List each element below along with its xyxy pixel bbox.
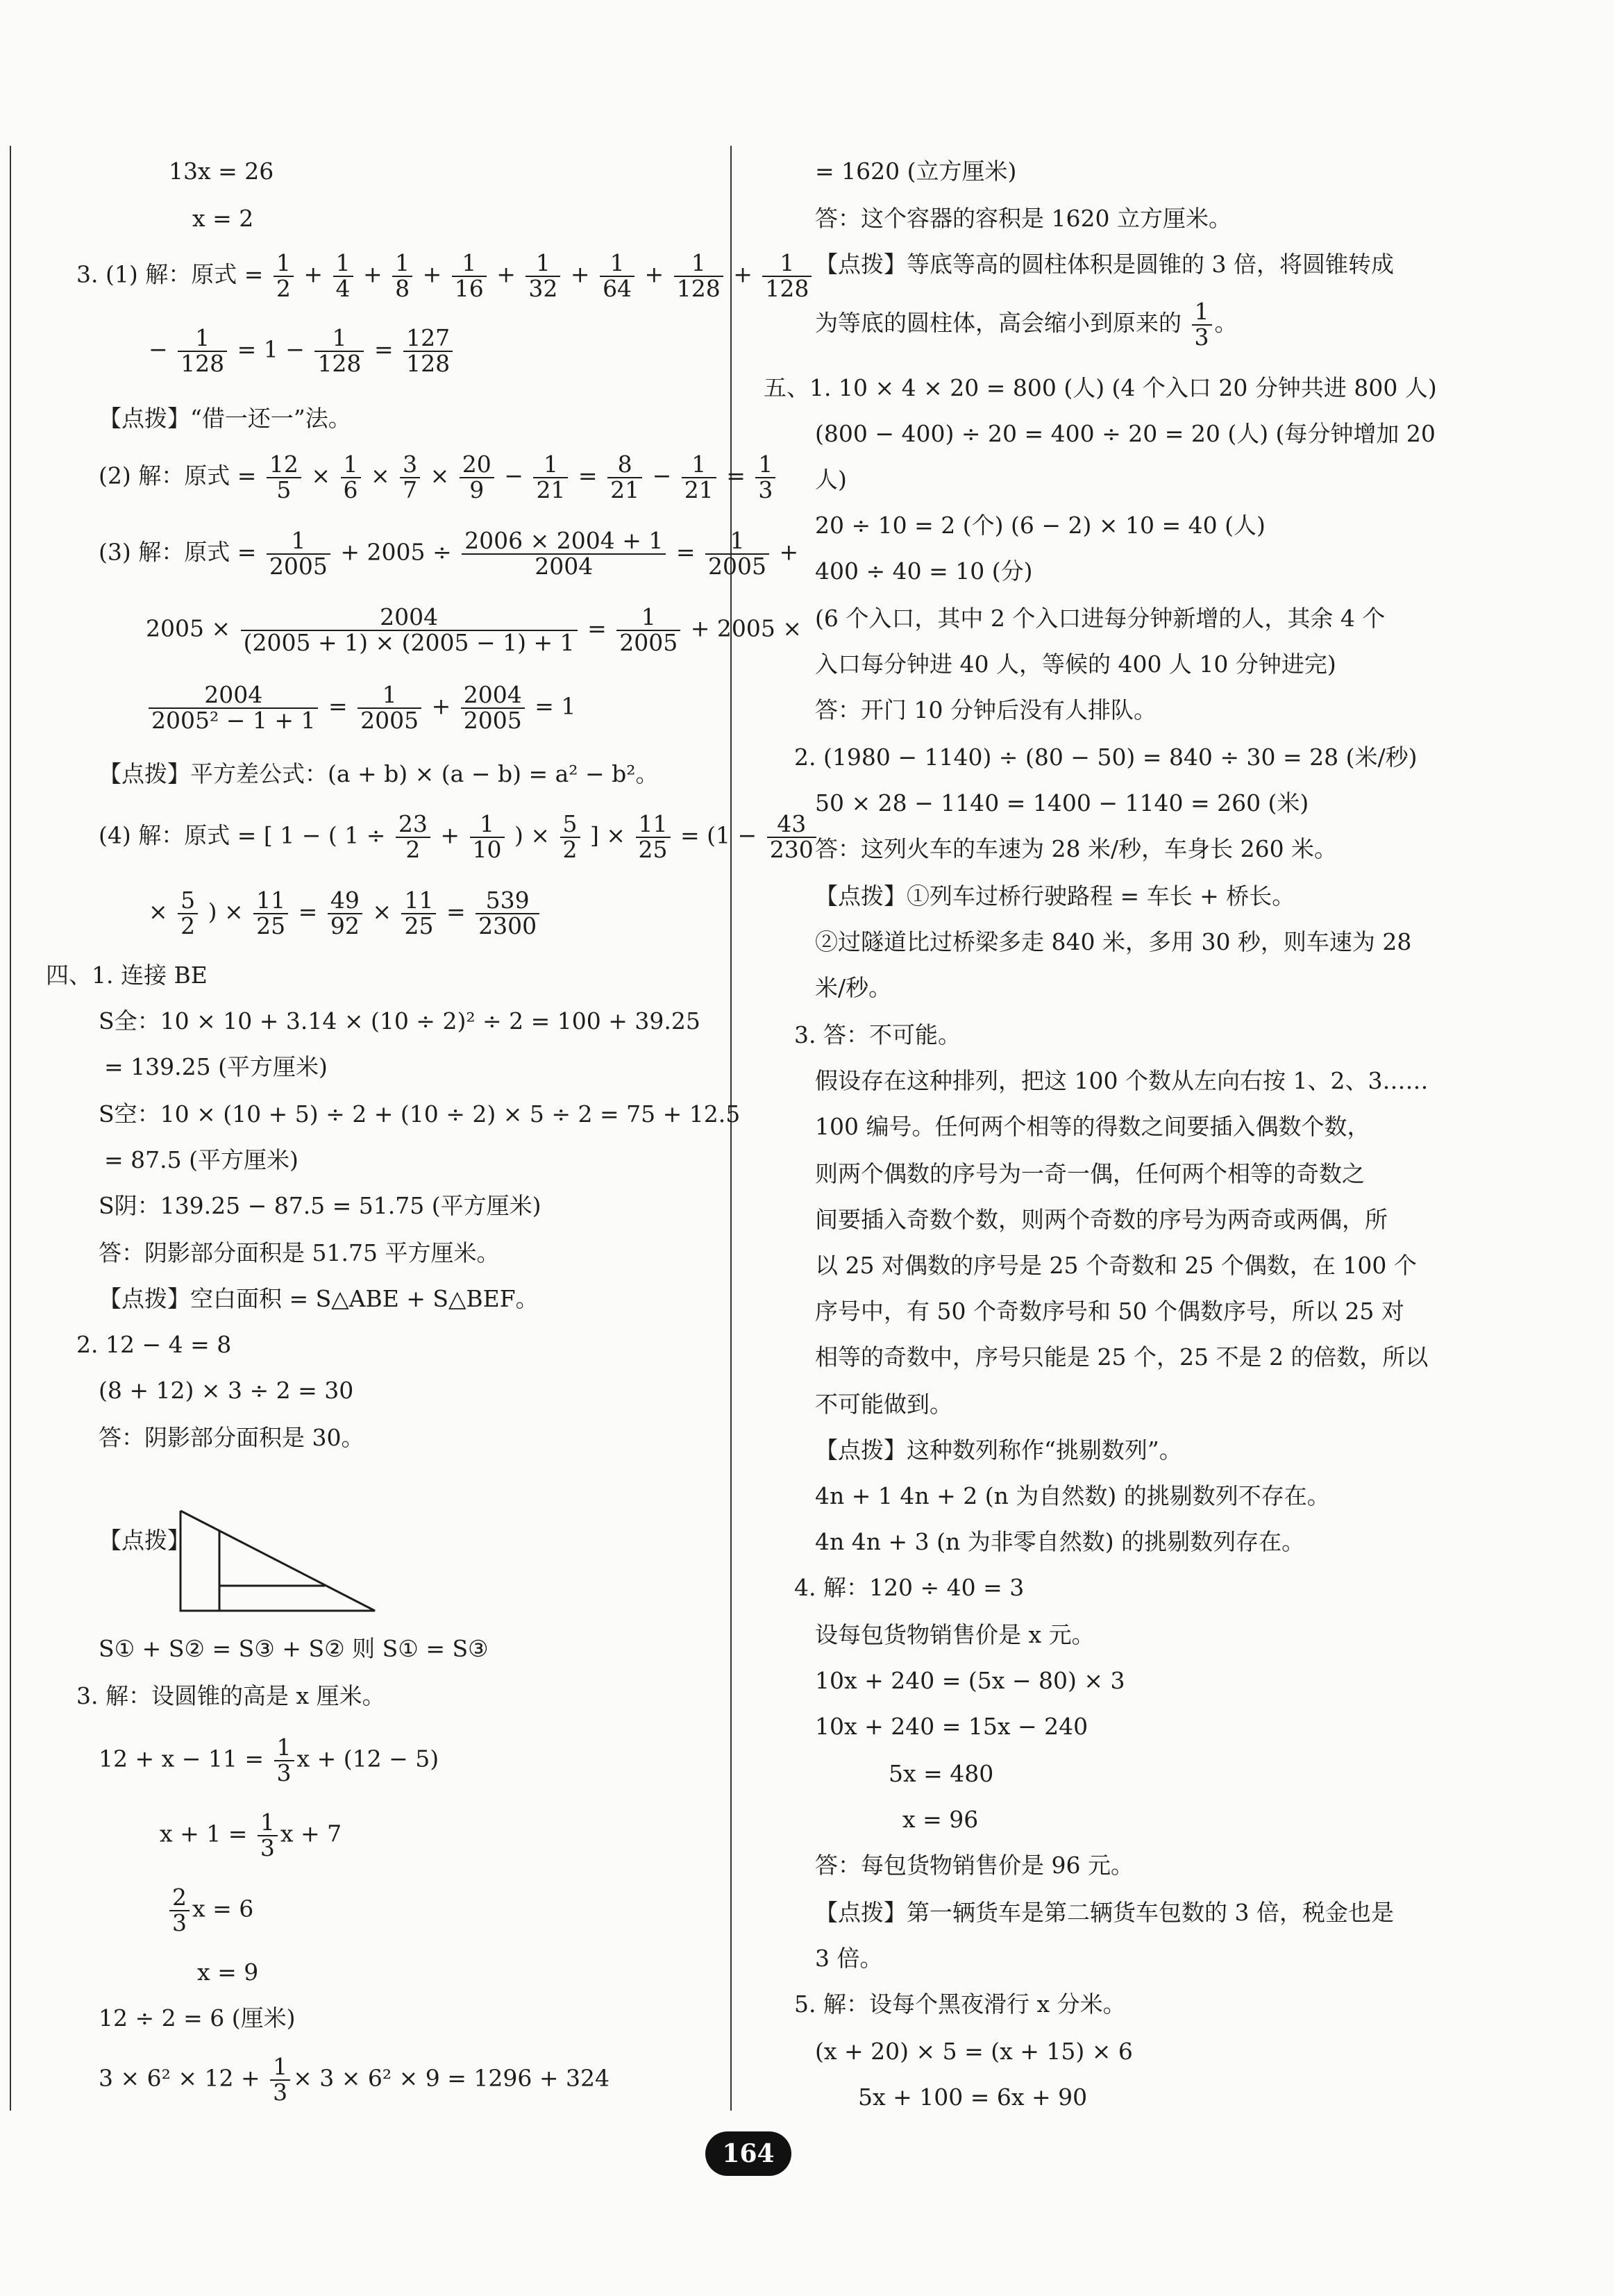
- eq-line: = 1620 (立方厘米): [815, 158, 1017, 185]
- fraction: $\frac{1}{128}$: [762, 251, 812, 301]
- problem-line: 3. 答：不可能。: [794, 1021, 961, 1048]
- eq-line: 5x = 480: [889, 1760, 994, 1787]
- hint-line: 为等底的圆柱体，高会缩小到原来的 $\frac{1}{3}$ 。: [815, 298, 1238, 351]
- eq-line: S阴：139.25 − 87.5 = 51.75 (平方厘米): [99, 1192, 541, 1219]
- fraction: $\frac{1}{64}$: [600, 251, 634, 301]
- fraction: $\frac{2004}{(2005 + 1) \times (2005 - 1) + 1}$: [241, 605, 578, 655]
- eq-line: 50 × 28 − 1140 = 1400 − 1140 = 260 (米): [815, 789, 1309, 816]
- fraction: $\frac{5}{2}$: [560, 812, 580, 862]
- problem-line: 5. 解：设每个黑夜滑行 x 分米。: [794, 1991, 1126, 2018]
- problem-3-4: (4) 解：原式 = [ 1 − ( 1 ÷ $\frac{23}{2}$ + $\frac{1}{10}$ ) × $\frac{5}{2}$ ] × $\frac{11}{25}$ = (1 − $\frac{43}{230}$: [99, 812, 819, 862]
- fraction: $\frac{1}{10}$: [470, 812, 505, 862]
- text-line: 4n + 1 4n + 2 (n 为自然数) 的挑剔数列不存在。: [815, 1482, 1330, 1509]
- eq-line: $\frac{2}{3}$ x = 6: [167, 1886, 253, 1935]
- fraction: $\frac{11}{25}$: [253, 889, 288, 938]
- hint-line: 【点拨】这种数列称作“挑剔数列”。: [815, 1436, 1182, 1464]
- text-line: 设每包货物销售价是 x 元。: [815, 1621, 1095, 1648]
- hint-line: 【点拨】第一辆货车是第二辆货车包数的 3 倍，税金也是: [815, 1899, 1394, 1926]
- fraction: $\frac{5}{2}$: [178, 889, 198, 938]
- eq-line: x + 1 = $\frac{1}{3}$ x + 7: [160, 1809, 342, 1861]
- eq-line: 3 × 6² × 12 + $\frac{1}{3}$ × 3 × 6² × 9 = 1296 + 324: [99, 2053, 610, 2106]
- outer-triangle: [180, 1511, 375, 1611]
- fraction: $\frac{1}{3}$: [258, 1811, 278, 1860]
- fraction: $\frac{1}{32}$: [526, 251, 560, 301]
- fraction: $\frac{1}{128}$: [314, 326, 364, 376]
- fraction: $\frac{43}{230}$: [767, 812, 816, 862]
- eq-line: 人): [815, 466, 847, 493]
- eq-line: = 139.25 (平方厘米): [104, 1053, 328, 1080]
- text-line: 4n 4n + 3 (n 为非零自然数) 的挑剔数列存在。: [815, 1528, 1305, 1555]
- fraction: $\frac{1}{3}$: [270, 2055, 290, 2104]
- fraction: $\frac{1}{21}$: [533, 453, 568, 502]
- fraction: $\frac{1}{2}$: [274, 251, 294, 301]
- fraction: $\frac{1}{16}$: [452, 251, 487, 301]
- hint-line: 【点拨】“借一还一”法。: [99, 405, 351, 432]
- eq-line: x = 96: [902, 1806, 979, 1833]
- eq-line: S① + S② = S③ + S② 则 S① = S③: [99, 1635, 489, 1662]
- hint-line: 【点拨】平方差公式：(a + b) × (a − b) = a² − b²。: [99, 760, 659, 787]
- eq-line: 10x + 240 = 15x − 240: [815, 1713, 1088, 1740]
- hint-line: 【点拨】①列车过桥行驶路程 = 车长 + 桥长。: [815, 882, 1295, 910]
- section-heading: 四、1. 连接 BE: [46, 962, 208, 989]
- eq-line: 400 ÷ 40 = 10 (分): [815, 558, 1033, 585]
- fraction: $\frac{2}{3}$: [169, 1886, 190, 1935]
- problem-line: 2. 12 − 4 = 8: [76, 1331, 232, 1358]
- text-line: 则两个偶数的序号为一奇一偶，任何两个相等的奇数之: [815, 1160, 1365, 1187]
- fraction: $\frac{1}{3}$: [274, 1736, 294, 1785]
- fraction: $\frac{2004}{2005}$: [461, 683, 525, 732]
- eq-line: (8 + 12) × 3 ÷ 2 = 30: [99, 1377, 354, 1404]
- hint-line: 【点拨】: [99, 1527, 190, 1554]
- text-line: 假设存在这种排列，把这 100 个数从左向右按 1、2、3……: [815, 1067, 1429, 1094]
- answer-line: 答：这个容器的容积是 1620 立方厘米。: [815, 205, 1231, 232]
- eq-line: 12 ÷ 2 = 6 (厘米): [99, 2004, 296, 2031]
- fraction: $\frac{2004}{\text{2005² − 1 + 1}}$: [149, 683, 318, 732]
- eq-line: S空：10 × (10 + 5) ÷ 2 + (10 ÷ 2) × 5 ÷ 2 = 75 + 12.5: [99, 1100, 741, 1128]
- fraction: $\frac{2006 \times 2004 + 1}{2004}$: [462, 529, 666, 578]
- left-margin-rule: [10, 146, 11, 2111]
- eq-line: (800 − 400) ÷ 20 = 400 ÷ 20 = 20 (人) (每分钟增加 20: [815, 420, 1436, 447]
- eq-line: × $\frac{5}{2}$ ) × $\frac{11}{25}$ = $\frac{49}{92}$ × $\frac{11}{25}$ = $\frac{539}{2300}$: [149, 889, 542, 938]
- fraction: $\frac{11}{25}$: [636, 812, 671, 862]
- fraction: $\frac{1}{128}$: [178, 326, 227, 376]
- fraction: $\frac{127}{128}$: [403, 326, 453, 376]
- eq-line: 12 + x − 11 = $\frac{1}{3}$ x + (12 − 5): [99, 1734, 439, 1786]
- fraction: $\frac{1}{6}$: [341, 453, 361, 502]
- fraction: $\frac{539}{2300}$: [476, 889, 539, 938]
- eq-line: 13x = 26: [169, 158, 274, 185]
- text-line: 入口每分钟进 40 人，等候的 400 人 10 分钟进完): [815, 651, 1336, 678]
- fraction: $\frac{49}{92}$: [328, 889, 362, 938]
- fraction: $\frac{1}{2005}$: [267, 529, 330, 578]
- hint-line: 米/秒。: [815, 974, 892, 1001]
- fraction: $\frac{1}{21}$: [682, 453, 716, 502]
- fraction: $\frac{1}{3}$: [1192, 300, 1212, 349]
- eq-line: 2005 × $\frac{2004}{(2005 + 1) \times (2005 - 1) + 1}$ = $\frac{1}{2005}$ + 2005 ×: [146, 603, 802, 656]
- text-line: 不可能做到。: [815, 1391, 952, 1418]
- section-heading: 五、1. 10 × 4 × 20 = 800 (人) (4 个入口 20 分钟共进 800 人): [764, 374, 1437, 401]
- hint-line: 【点拨】空白面积 = S△ABE + S△BEF。: [99, 1285, 539, 1312]
- prefix: 3. (1) 解：原式 =: [76, 260, 264, 288]
- eq-line: $\frac{2004}{\text{2005² − 1 + 1}}$ = $\frac{1}{2005}$ + $\frac{2004}{2005}$ = 1: [146, 683, 575, 732]
- fraction: $\frac{1}{2005}$: [616, 605, 680, 655]
- fraction: $\frac{1}{3}$: [755, 453, 775, 502]
- text-line: 相等的奇数中，序号只能是 25 个，25 不是 2 的倍数，所以: [815, 1343, 1429, 1371]
- text-line: 100 编号。任何两个相等的得数之间要插入偶数个数，: [815, 1113, 1370, 1140]
- problem-line: 2. (1980 − 1140) ÷ (80 − 50) = 840 ÷ 30 = 28 (米/秒): [794, 744, 1418, 771]
- fraction: $\frac{20}{9}$: [460, 453, 494, 502]
- eq-line: 10x + 240 = (5x − 80) × 3: [815, 1667, 1125, 1694]
- fraction: $\frac{12}{5}$: [267, 453, 301, 502]
- fraction: $\frac{1}{4}$: [333, 251, 353, 301]
- problem-3-1: 3. (1) 解：原式 = $\frac{1}{2}$ + $\frac{1}{4}$ + $\frac{1}{8}$ + $\frac{1}{16}$ + $\frac{1}{32}$ + $\frac{1}{64}$ + $\frac{1}{128}$ + $\frac{1}{128}$: [76, 251, 814, 301]
- column-divider: [730, 146, 732, 2111]
- answer-line: 答：阴影部分面积是 30。: [99, 1424, 364, 1451]
- text-line: 间要插入奇数个数，则两个奇数的序号为两奇或两偶，所: [815, 1206, 1388, 1233]
- fraction: $\frac{23}{2}$: [396, 812, 430, 862]
- hint-line: 3 倍。: [815, 1945, 883, 1972]
- eq-line: S全：10 × 10 + 3.14 × (10 ÷ 2)² ÷ 2 = 100 + 39.25: [99, 1007, 700, 1034]
- answer-line: 答：阴影部分面积是 51.75 平方厘米。: [99, 1239, 500, 1266]
- eq-line: x = 2: [192, 205, 254, 232]
- page-number: 164: [705, 2131, 791, 2176]
- hint-line: ②过隧道比过桥梁多走 840 米，多用 30 秒，则车速为 28: [815, 928, 1412, 955]
- hint-line: 【点拨】等底等高的圆柱体积是圆锥的 3 倍，将圆锥转成: [815, 251, 1394, 278]
- answer-line: 答：这列火车的车速为 28 米/秒，车身长 260 米。: [815, 835, 1338, 862]
- fraction: $\frac{1}{2005}$: [705, 529, 769, 578]
- problem-line: 4. 解：120 ÷ 40 = 3: [794, 1574, 1025, 1601]
- fraction: $\frac{1}{2005}$: [358, 683, 421, 732]
- answer-line: 答：开门 10 分钟后没有人排队。: [815, 696, 1157, 723]
- eq-line: = 87.5 (平方厘米): [104, 1146, 299, 1173]
- triangle-diagram: [174, 1508, 382, 1619]
- text-line: 序号中，有 50 个奇数序号和 50 个偶数序号，所以 25 对: [815, 1298, 1404, 1325]
- problem-3-3: (3) 解：原式 = $\frac{1}{2005}$ + 2005 ÷ $\frac{2006 \times 2004 + 1}{2004}$ = $\frac{1}{2005}$ +: [99, 527, 799, 580]
- problem-3-2: (2) 解：原式 = $\frac{12}{5}$ × $\frac{1}{6}$ × $\frac{3}{7}$ × $\frac{20}{9}$ − $\frac{1}{21}$ = $\frac{8}{21}$ − $\frac{1}{21}$ = $\frac{1}{3}$: [99, 453, 778, 502]
- fraction: $\frac{1}{8}$: [392, 251, 412, 301]
- text-line: 以 25 对偶数的序号是 25 个奇数和 25 个偶数，在 100 个: [815, 1252, 1417, 1279]
- eq-line: 20 ÷ 10 = 2 (个) (6 − 2) × 10 = 40 (人): [815, 512, 1266, 539]
- eq-line: (x + 20) × 5 = (x + 15) × 6: [815, 2038, 1133, 2065]
- eq-line: − $\frac{1}{128}$ = 1 − $\frac{1}{128}$ = $\frac{127}{128}$: [149, 326, 455, 376]
- text-line: (6 个入口，其中 2 个入口进每分钟新增的人，其余 4 个: [815, 605, 1386, 632]
- answer-line: 答：每包货物销售价是 96 元。: [815, 1852, 1134, 1879]
- fraction: $\frac{8}{21}$: [607, 453, 642, 502]
- eq-line: 5x + 100 = 6x + 90: [858, 2084, 1088, 2111]
- fraction: $\frac{11}{25}$: [401, 889, 436, 938]
- problem-line: 3. 解：设圆锥的高是 x 厘米。: [76, 1682, 385, 1709]
- fraction: $\frac{1}{128}$: [674, 251, 723, 301]
- fraction: $\frac{3}{7}$: [400, 453, 420, 502]
- eq-line: x = 9: [197, 1959, 259, 1986]
